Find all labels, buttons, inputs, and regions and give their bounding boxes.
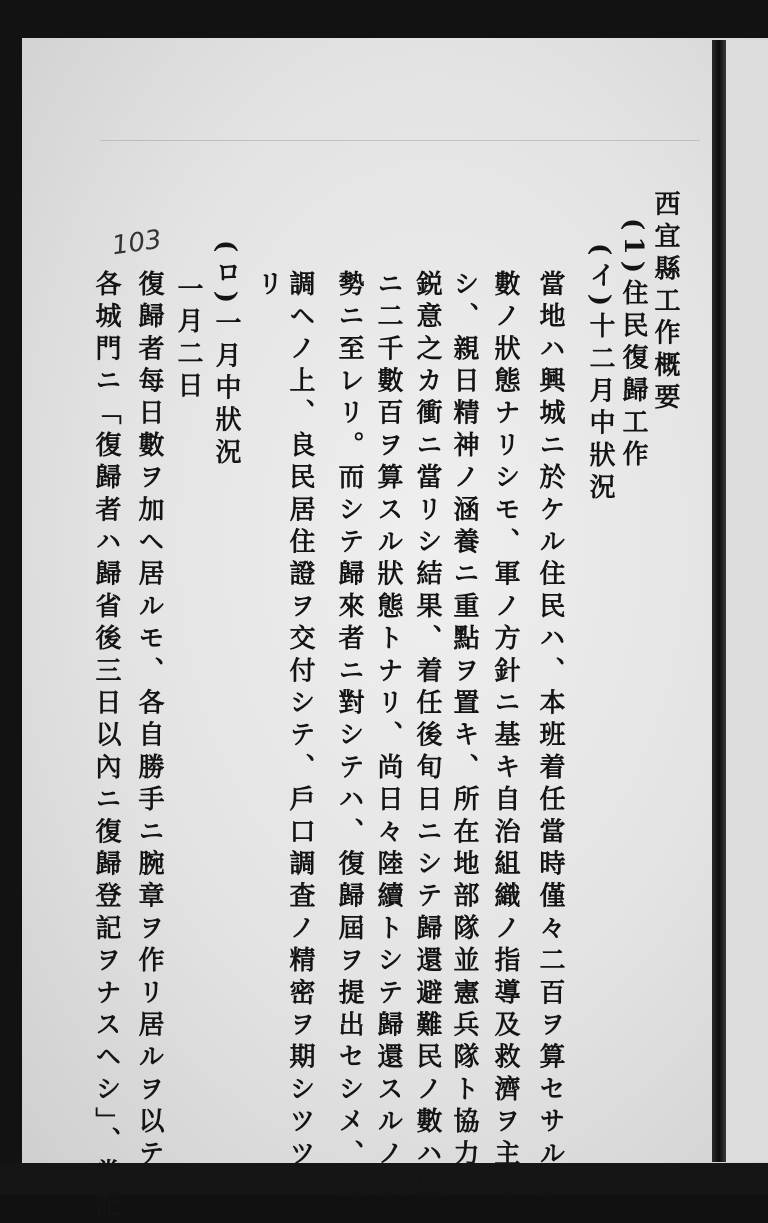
handwritten-page-number: 103	[110, 224, 164, 262]
date-january-2: 一月二日	[173, 275, 203, 404]
paragraph-line-9: 復歸者每日數ヲ加ヘ居ルモ、各自勝手ニ腕章ヲ作リ居ルヲ以テ、	[134, 270, 164, 1204]
paragraph-line-10: 各城門ニ「復歸者ハ歸省後三日以內ニ復歸登記ヲナスヘシ」、常記	[91, 270, 121, 1223]
paragraph-line-8: リ	[253, 270, 283, 303]
paragraph-line-2: 數ノ狀態ナリシモ、軍ノ方針ニ基キ自治組織ノ指導及救濟ヲ主ト	[490, 270, 520, 1204]
faint-horizontal-rule	[100, 140, 700, 141]
section-title: 西宜縣工作概要	[650, 190, 680, 416]
heading-january-status: (ロ)一月中狀況	[211, 240, 241, 471]
paragraph-line-4: 鋭意之カ衝ニ當リシ結果、着任後旬日ニシテ歸還避難民ノ數ハ既	[412, 270, 442, 1204]
paragraph-line-7: 調ヘノ上、良民居住證ヲ交付シテ、戶口調査ノ精密ヲ期シツツア	[285, 270, 315, 1204]
paragraph-line-5: ニ二千數百ヲ算スル狀態トナリ、尚日々陸續トシテ歸還スルノ狀	[373, 270, 403, 1204]
paragraph-line-3: シ、親日精神ノ涵養ニ重點ヲ置キ、所在地部隊並憲兵隊ト協力、	[449, 270, 479, 1204]
paragraph-line-6: 勢ニ至レリ。而シテ歸來者ニ對シテハ、復歸屆ヲ提出セシメ、取	[334, 270, 364, 1204]
page-fold-shadow	[712, 40, 726, 1162]
heading-december-status: (イ)十二月中狀況	[585, 243, 615, 506]
adjacent-page-edge	[726, 40, 768, 1162]
heading-resident-return-work: (1)住民復歸工作	[618, 218, 648, 473]
paragraph-line-1: 當地ハ興城ニ於ケル住民ハ、本班着任當時僅々二百ヲ算セサル少	[535, 270, 565, 1204]
